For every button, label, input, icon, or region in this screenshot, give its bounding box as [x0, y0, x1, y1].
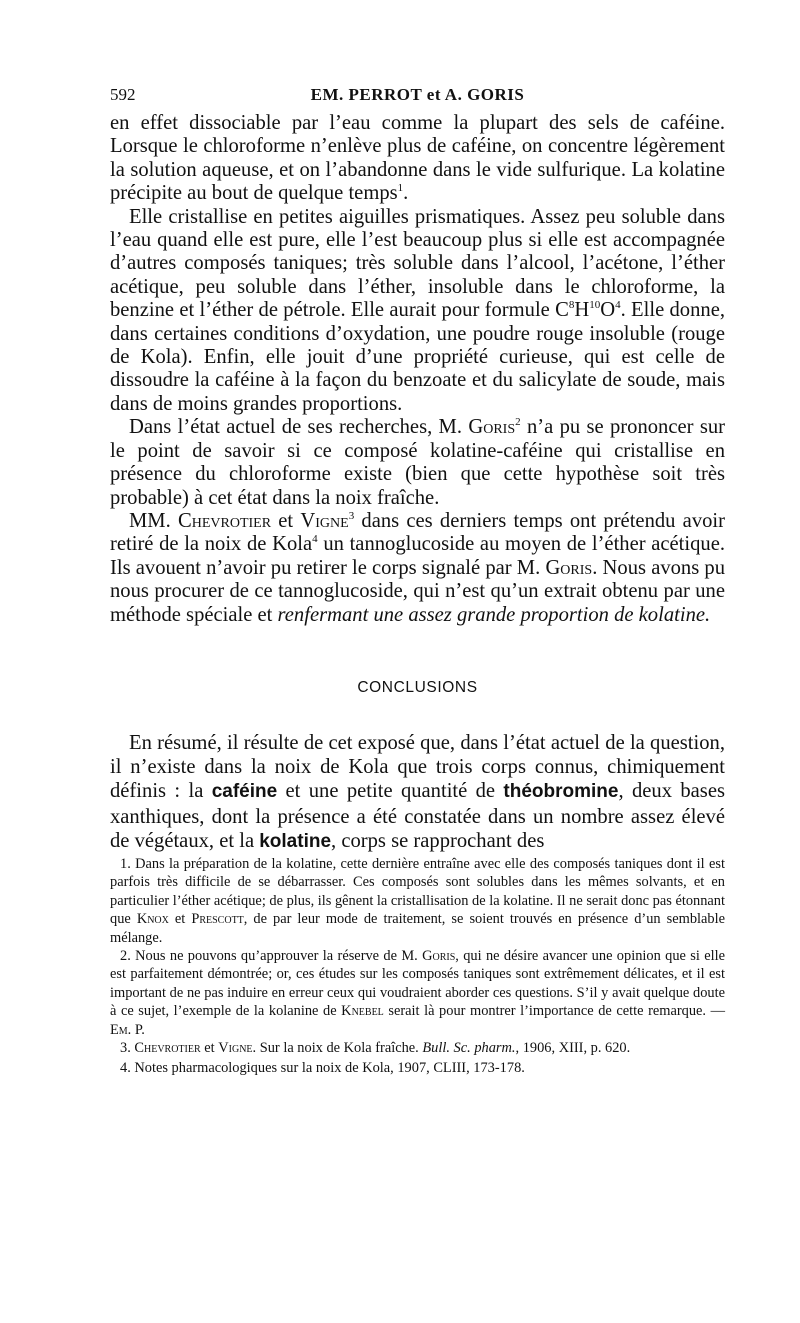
footnote-ref-2[interactable]: 2 — [515, 416, 521, 429]
page-number: 592 — [110, 85, 136, 104]
footnote-ref-1[interactable]: 1 — [397, 182, 404, 195]
footnote-3: 3. Chevrotier et Vigne. Sur la noix de Kola fraîche. Bull. Sc. pharm., 1906, XIII, p. 620. — [120, 1040, 631, 1057]
term-kolatine: kolatine — [259, 830, 332, 852]
footnote-2: 2. Nous ne pouvons qu’approuver la réserve de M. Goris, qui ne désire avancer une opinion que si elle est parfaitement démontrée; or, ces études sur les composés taniques sont extrêmement délicates, et il est important de ne pas induire en erreur ceux qui voudraient aborder ces questions. S’il y avait quelque doute à ce sujet, l’exemple de la kolanine de Knebel serait là pour montrer l’importance de cette remarque. — Em. P. — [110, 948, 725, 1038]
footnote-ref-3[interactable]: 3 — [348, 510, 355, 523]
section-heading: CONCLUSIONS — [357, 679, 478, 696]
paragraph-3: Dans l’état actuel de ses recherches, M. Goris$^2$ n’a pu se prononcer sur le point de savoir si ce composé kolatine-caféine qui cristallise en présence du chloroforme existe (bien que cette hypothèse soit très probable) à cet état dans la noix fraîche. — [110, 416, 725, 509]
paragraph-1: en effet dissociable par l’eau comme la plupart des sels de caféine. Lorsque le chloroforme n’enlève plus de caféine, on concentre légèrement la solution aqueuse, et on l’abandonne dans le vide sulfurique. La kolatine précipite au bout de quelque temps$^1$. — [110, 112, 725, 205]
paragraph-4: MM. Chevrotier et Vigne$^3$ dans ces derniers temps ont prétendu avoir retiré de la noix de Kola$^4$ un tannoglucoside au moyen de l’éther acétique. Ils avouent n’avoir pu retirer le corps signalé par M. Goris. Nous avons pu nous procurer de ce tannoglucoside, qui n’est qu’un extrait obtenu par une méthode spéciale et renfermant une assez grande proportion de kolatine. — [110, 509, 726, 626]
conclusion-paragraph: En résumé, il résulte de cet exposé que, dans l’état actuel de la question, il n’existe dans la noix de Kola que trois corps connus, chimiquement définis : la caféine et une petite quantité de théobromine, deux bases xanthiques, dont la présence a été constatée dans un nombre assez élevé de végétaux, et la kolatine, corps se rapprochant des — [110, 732, 725, 852]
footnote-4: 4. Notes pharmacologiques sur la noix de Kola, 1907, CLIII, 173-178. — [120, 1060, 525, 1077]
term-theobromine: théobromine — [503, 781, 619, 803]
main-text — [110, 112, 725, 627]
footnote-1: 1. Dans la préparation de la kolatine, cette dernière entraîne avec elle des composés taniques dont il est parfois très difficile de se débarrasser. Ces composés sont solubles dans les mêmes solvants, et en particulier l’éther acétique; de plus, ils gênent la cristallisation de la kolatine. Il ne serait donc pas étonnant que Knox et Prescott, de par leur mode de traitement, se soient trouvés en présence d’un semblable mélange. — [110, 856, 725, 946]
footnotes — [110, 855, 725, 1078]
running-header — [110, 82, 725, 108]
footnote-ref-4[interactable]: 4 — [312, 533, 318, 546]
running-title: EM. PERROT et A. GORIS — [310, 85, 525, 104]
paragraph-2: Elle cristallise en petites aiguilles prismatiques. Assez peu soluble dans l’eau quand elle est pure, elle l’est beaucoup plus si elle est accompagnée d’autres composés taniques; très soluble dans l’alcool, l’acétone, l’éther acétique, peu soluble dans l’éther, insoluble dans le chloroforme, la benzine et l’éther de pétrole. Elle aurait pour formule $C^8H^{10}O^4$. Elle donne, dans certaines conditions d’oxydation, une poudre rouge insoluble (rouge de Kola). Enfin, elle jouit d’une propriété curieuse, qui est celle de dissoudre la caféine à la façon du benzoate et du salicylate de soude, mais dans de moins grandes proportions. — [110, 205, 725, 415]
conclusion-text — [110, 731, 725, 854]
term-cafeine: caféine — [211, 781, 278, 803]
